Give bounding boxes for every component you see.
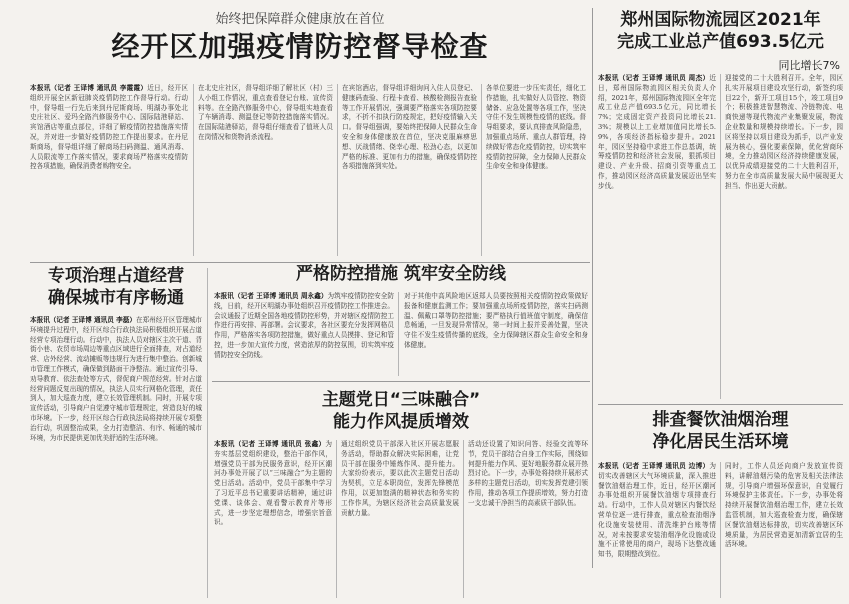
mid-lead: 本报讯（记者 王译博 通讯员 周永鑫）: [214, 292, 328, 300]
bottom-center-col3-text: 活动还设置了知识问答、经验交流等环节，党员干部结合自身工作实际，围绕如何提升能力作风、更好地服务群众展开热烈讨论。下一步，办事处将持续开展形式多样的主题党日活动，切实发挥党建引领作用，推动各项工作提质增效，努力打造一支忠诚干净担当的高素质干部队伍。: [468, 440, 588, 507]
bottom-center-col2: [341, 440, 459, 598]
bottom-center-col1: [214, 440, 332, 598]
mid-col1-text: 为筑牢疫情防控安全防线，日前，经开区明湖办事处组织召开疫情防控工作推进会。会议通报了近期全国各地疫情防控形势，并对辖区疫情防控工作进行再安排、再部署。会议要求，各社区要充分发挥网格员作用，严格落实各项防控措施，做好重点人员摸排、登记和管控，进一步加大宣传力度，营造浓厚的防控氛围，切实筑牢疫情防控安全防线。: [214, 292, 394, 359]
left-mid-headline-line2: 确保城市有序畅通: [48, 288, 184, 308]
bottom-center-headline-line2: 能力作风提质增效: [333, 412, 469, 432]
right-col2-text: 迎接党的二十大胜利召开。全年，园区扎实开展项目建设攻坚行动，新签约项目22个，新开工项目15个，竣工项目9个；积极推进智慧物流、冷链物流、电商快递等现代物流产业集聚发展，物流企业数量和规模持续增长。下一步，园区将坚持以项目建设为抓手，以产业发展为核心，强化要素保障，优化营商环境，全力推动园区经济持续健康发展，以优异成绩迎接党的二十大胜利召开，努力在全市高质量发展大局中展现更大担当、作出更大贡献。: [725, 74, 843, 190]
left-mid-headline-line1: 专项治理占道经营: [48, 266, 184, 286]
right-article-col1: [598, 74, 716, 399]
bottom-right-lead: 本报讯（记者 王译博 通讯员 边博）: [598, 462, 710, 470]
top-headline: 经开区加强疫情防控督导检查: [111, 30, 489, 63]
mid-headline: 严格防控措施 筑牢安全防线: [296, 264, 506, 284]
bottom-center-col1-text: 为夯实基层党组织建设，整治干部作风，增强党员干部为民服务意识，经开区潮河办事处开展了以“三味融合”为主题的党日活动。活动中，党员干部集中学习了习近平总书记重要讲话精神，通过讲党课、谈体会、观看警示教育片等形式，进一步坚定理想信念，增强宗旨意识。: [214, 440, 332, 527]
bottom-right-col2: [725, 462, 843, 598]
top-col4-text: 各单位要进一步压实责任，细化工作措施，扎实做好人员管控、物资储备、应急处置等各项工作，坚决守住不发生规模性疫情的底线。督导组要求，要认真排查风险隐患，加强重点场所、重点人群管理，持续做好常态化疫情防控，切实筑牢疫情防控屏障，全力保障人民群众生命安全和身体健康。: [486, 84, 586, 171]
top-lead: 本报讯（记者 王译博 通讯员 李霞霞）: [30, 84, 148, 92]
mid-article-col1: [214, 292, 394, 376]
top-col3-text: 在宾馆酒店，督导组详细询问入住人员登记、健康码查验、行程卡查看、核酸检测报告查验等工作开展情况，强调要严格落实各项防控要求，不折不扣执行防疫规定，把好疫情输入关口。督导组强调，要始终把保障人民群众生命安全和身体健康放在首位，坚决克服麻痹思想、厌战情绪、侥幸心理、松劲心态，以更加严格的标准、更加有力的措施，确保疫情防控各项措施落到实处。: [342, 84, 477, 171]
left-mid-article-body: [30, 316, 202, 598]
mid-article-col2: [404, 292, 588, 376]
right-article-col2: [725, 74, 843, 399]
top-article-col1: [30, 84, 188, 256]
right-headline-line1: 郑州国际物流园区2021年: [620, 10, 821, 30]
bottom-center-headline-line1: 主题党日“三味融合”: [321, 390, 481, 410]
bottom-right-headline-line2: 净化居民生活环境: [652, 432, 789, 452]
top-col2-text: 在北史庄社区，督导组详细了解社区（村）三人小组工作情况，重点查看登记台账、宣传资料等。在全路汽修服务中心，督导组实地查看了车辆消毒、测温登记等防控措施落实情况。在国际陆港驿站，督导组仔细查看了值班人员在岗情况和货物消杀流程。: [198, 84, 333, 141]
left-mid-body-text: 在郑州经开区管理城市环境提升过程中，经开区综合行政执法局积极组织开展占道经营专项治理行动。行动中，执法人员对辖区主次干道、背街小巷、农贸市场周边等重点区域进行全面排查，对占道经营、店外经营、流动摊贩等违规行为进行集中整治。创新城市管理工作模式，确保做到路面干净整洁。通过宣传引导、劝导教育、依法查处等方式，督促商户规范经营。针对占道经营问题反复出现的情况，执法人员实行网格化管理，责任到人，加大巡查力度，建立长效管理机制。同时，开展专项宣传活动，引导商户自觉遵守城市管理规定，营造良好的城市环境。下一步，经开区综合行政执法局将持续开展专项整治行动，巩固整治成果，全力打造整洁、有序、畅通的城市环境，为市民提供更加优美舒适的生活环境。: [30, 316, 202, 442]
right-subline: 同比增长7%: [778, 59, 840, 72]
bottom-center-col3: [468, 440, 588, 598]
top-article-col3: [342, 84, 477, 256]
top-kicker: 始终把保障群众健康放在首位: [215, 12, 385, 27]
right-headline-line2: 完成工业总产值693.5亿元: [617, 32, 824, 52]
right-col1-text: 近日，郑州国际物流园区相关负责人介绍，2021年，郑州国际物流园区全年完成工业总产值693.5亿元，同比增长7%；完成固定资产投资同比增长21.3%；规模以上工业增加值同比增长5.9%，各项经济指标稳步提升。2021年，园区坚持稳中求进工作总基调，统筹疫情防控和经济社会发展，狠抓项目建设、产业升级、招商引资等重点工作，推动园区经济高质量发展迈出坚实步伐。: [598, 74, 716, 190]
bottom-center-lead: 本报讯（记者 王译博 通讯员 张鑫）: [214, 440, 326, 448]
top-article-col2: [198, 84, 333, 256]
bottom-right-col1: [598, 462, 716, 598]
bottom-right-col1-text: 为切实改善辖区大气环境质量，深入推进餐饮油烟治理工作，近日，经开区潮河办事处组织开展餐饮油烟专项排查行动。行动中，工作人员对辖区内餐饮经营单位逐一进行排查，重点检查油烟净化设施安装使用、清洗维护台账等情况，对未按要求安装油烟净化设施或设施不正常使用的商户，现场下达整改通知书，限期整改到位。: [598, 462, 716, 559]
right-lead: 本报讯（记者 王译博 通讯员 周杰）: [598, 74, 710, 82]
left-mid-lead: 本报讯（记者 王译博 通讯员 李磊）: [30, 316, 136, 324]
mid-col2-text: 对于其他中高风险地区返郑人员要按照相关疫情防控政策做好报备和健康监测工作；要加强重点场所疫情防控，落实扫码测温、佩戴口罩等防控措施；要严格执行值班值守制度，确保信息畅通，一旦发现异常情况，第一时间上报并妥善处置，坚决守住不发生疫情传播的底线，全力保障辖区群众生命安全和身体健康。: [404, 292, 588, 349]
top-article-col4: [486, 84, 586, 256]
top-col1-text: 近日，经开区组织开展全区新冠肺炎疫情防控工作督导行动。行动中，督导组一行先后来到丹尼斯商场、明湖办事处北史庄社区、爱玛全路汽修服务中心、国际陆港驿站、宾馆酒店等重点部位，详细了解疫情防控措施落实情况，并对进一步做好疫情防控工作提出要求。在丹尼斯商场，督导组详细了解商场扫码测温、通风消毒、人员限流等工作落实情况，要求商场严格落实疫情防控各项措施，确保消费者购物安全。: [30, 84, 188, 171]
bottom-right-col2-text: 同时，工作人员还向商户发放宣传资料，讲解油烟污染的危害及相关法律法规，引导商户增强环保意识，自觉履行环境保护主体责任。下一步，办事处将持续开展餐饮油烟治理工作，建立长效监管机制，加大巡查检查力度，确保辖区餐饮油烟达标排放，切实改善辖区环境质量，为居民营造更加清新宜居的生活环境。: [725, 462, 843, 549]
bottom-right-headline-line1: 排查餐饮油烟治理: [652, 410, 789, 430]
bottom-center-col2-text: 通过组织党员干部深入社区开展志愿服务活动，帮助群众解决实际困难，让党员干部在服务中锤炼作风、提升能力。大家纷纷表示，要以此次主题党日活动为契机，立足本职岗位，发挥先锋模范作用，以更加饱满的精神状态和务实的工作作风，为辖区经济社会高质量发展贡献力量。: [341, 440, 459, 517]
